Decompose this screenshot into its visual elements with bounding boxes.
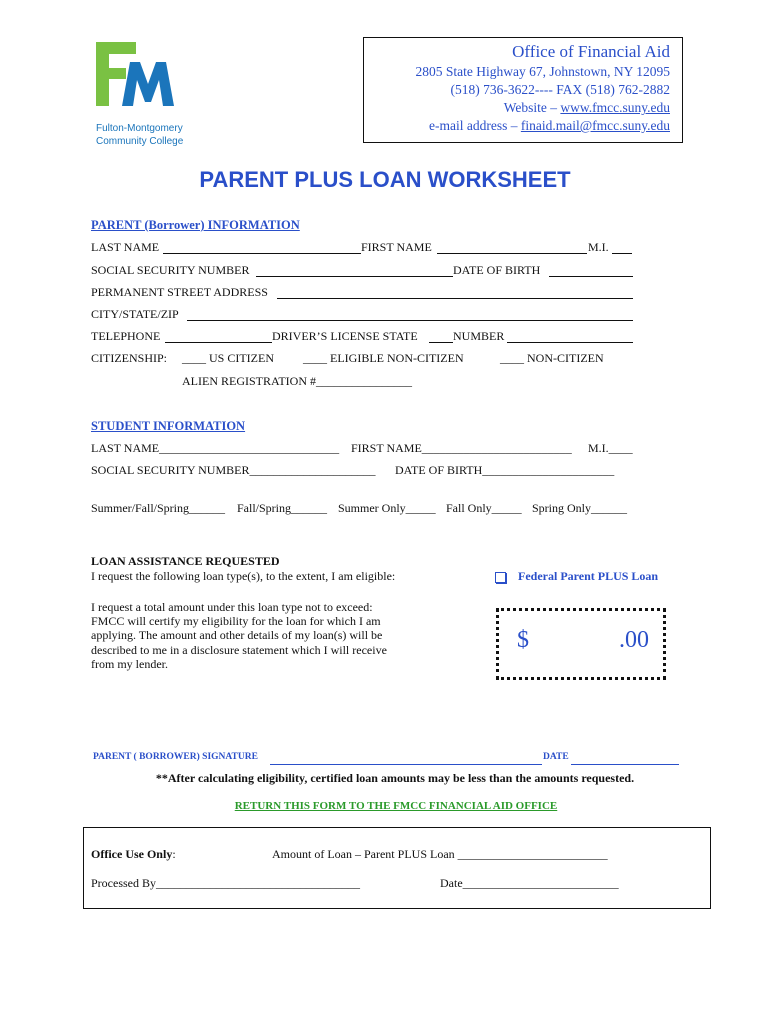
parent-dob-field[interactable] (549, 276, 633, 277)
office-use-amount-field[interactable]: Amount of Loan – Parent PLUS Loan _________________________ (272, 847, 608, 861)
term-fall-only[interactable]: Fall Only_____ (446, 501, 522, 515)
office-contact-box (363, 37, 683, 143)
page-title: PARENT PLUS LOAN WORKSHEET (199, 167, 571, 192)
parent-dob-label: DATE OF BIRTH (453, 263, 541, 277)
signature-field[interactable] (270, 764, 542, 765)
office-website (504, 100, 670, 116)
parent-plus-option-label: Federal Parent PLUS Loan (518, 569, 659, 583)
dollar-sign: $ (517, 627, 529, 653)
alien-registration-field[interactable]: ALIEN REGISTRATION #________________ (182, 374, 412, 388)
signature-label: PARENT ( BORROWER) SIGNATURE (93, 752, 258, 762)
office-email (429, 118, 670, 134)
parent-mi-field[interactable] (612, 253, 632, 254)
term-fall-spring[interactable]: Fall/Spring______ (237, 501, 328, 515)
student-ssn-field[interactable]: SOCIAL SECURITY NUMBER_____________________ (91, 463, 376, 477)
parent-city-field[interactable] (187, 320, 633, 321)
office-use-label (91, 847, 176, 862)
parent-street-row (91, 285, 634, 301)
us-citizen-option[interactable]: ____ US CITIZEN (182, 351, 274, 365)
student-section-heading: STUDENT INFORMATION (91, 419, 246, 433)
parent-license-number-field[interactable] (507, 342, 633, 343)
student-dob-field[interactable]: DATE OF BIRTH______________________ (395, 463, 615, 477)
loan-paragraph-line3: applying. The amount and other details of my loan(s) will be (91, 628, 383, 642)
parent-street-label: PERMANENT STREET ADDRESS (91, 285, 268, 299)
email-prefix: e-mail address – (429, 118, 521, 133)
office-use-box (83, 827, 711, 909)
website-link[interactable]: www.fmcc.suny.edu (560, 100, 670, 115)
fm-logo-icon (96, 42, 176, 110)
student-mi-field[interactable]: M.I.____ (588, 441, 633, 455)
parent-last-name-field[interactable] (163, 253, 361, 254)
eligibility-note: **After calculating eligibility, certified loan amounts may be less than the amounts requested. (155, 771, 635, 785)
loan-paragraph-line1: I request a total amount under this loan type not to exceed: (91, 600, 373, 614)
parent-plus-checkbox[interactable] (495, 572, 506, 583)
loan-paragraph-line5: from my lender. (91, 657, 168, 671)
parent-city-row (91, 307, 634, 323)
office-use-colon: : (172, 847, 176, 861)
email-link[interactable]: finaid.mail@fmcc.suny.edu (520, 118, 670, 133)
parent-license-state-label: DRIVER’S LICENSE STATE (272, 329, 418, 343)
parent-phone-row (91, 329, 634, 345)
parent-ssn-label: SOCIAL SECURITY NUMBER (91, 263, 250, 277)
parent-telephone-label: TELEPHONE (91, 329, 161, 343)
parent-city-label: CITY/STATE/ZIP (91, 307, 179, 321)
office-use-title: Office Use Only (91, 847, 173, 861)
parent-last-name-label: LAST NAME (91, 240, 160, 254)
parent-first-name-field[interactable] (437, 253, 587, 254)
office-phone-fax: (518) 736-3622---- FAX (518) 762-2882 (450, 82, 670, 97)
term-spring-only[interactable]: Spring Only______ (532, 501, 628, 515)
signature-date-field[interactable] (571, 764, 679, 765)
parent-section-heading: PARENT (Borrower) INFORMATION (91, 218, 300, 232)
parent-telephone-field[interactable] (165, 342, 272, 343)
signature-date-label: DATE (543, 752, 569, 762)
parent-first-name-label: FIRST NAME (361, 240, 432, 254)
loan-request-line: I request the following loan type(s), to the extent, I am eligible: (91, 569, 396, 583)
processed-by-field[interactable]: Processed By__________________________________ (91, 876, 360, 890)
parent-ssn-field[interactable] (256, 276, 453, 277)
parent-license-number-label: NUMBER (453, 329, 505, 343)
loan-section-heading: LOAN ASSISTANCE REQUESTED (91, 554, 280, 568)
term-summer-only[interactable]: Summer Only_____ (338, 501, 436, 515)
office-use-date-field[interactable]: Date__________________________ (440, 876, 619, 890)
non-citizen-option[interactable]: ____ NON-CITIZEN (500, 351, 604, 365)
eligible-non-citizen-option[interactable]: ____ ELIGIBLE NON-CITIZEN (303, 351, 464, 365)
student-last-name-field[interactable]: LAST NAME______________________________ (91, 441, 340, 455)
loan-amount-box[interactable] (496, 608, 666, 680)
return-note: RETURN THIS FORM TO THE FMCC FINANCIAL AID OFFICE (234, 800, 558, 812)
loan-paragraph-line4: described to me in a disclosure statement which I will receive (91, 643, 387, 657)
parent-street-field[interactable] (277, 298, 633, 299)
loan-paragraph-line2: FMCC will certify my eligibility for the loan for which I am (91, 614, 381, 628)
website-prefix: Website – (503, 100, 561, 115)
student-first-name-field[interactable]: FIRST NAME_________________________ (351, 441, 572, 455)
cents-suffix: .00 (619, 627, 649, 653)
parent-mi-label: M.I. (588, 240, 609, 254)
parent-license-state-field[interactable] (429, 342, 453, 343)
term-summer-fall-spring[interactable]: Summer/Fall/Spring______ (91, 501, 226, 515)
college-name-line2: Community College (96, 136, 184, 147)
college-name-line1: Fulton-Montgomery (96, 123, 183, 134)
office-address: 2805 State Highway 67, Johnstown, NY 12095 (415, 64, 670, 79)
parent-name-row (91, 240, 634, 256)
parent-ssn-row (91, 263, 634, 279)
office-name: Office of Financial Aid (512, 42, 670, 61)
citizenship-label: CITIZENSHIP: (91, 351, 167, 365)
